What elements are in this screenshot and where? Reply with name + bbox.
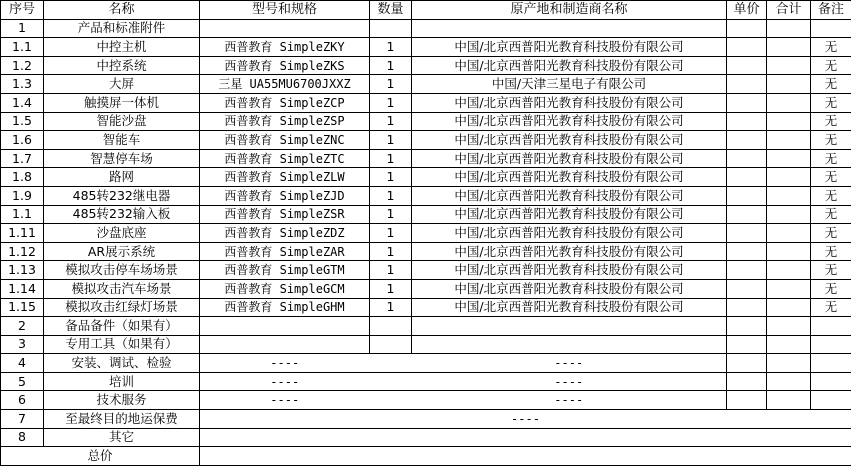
group-total bbox=[767, 19, 811, 38]
item-model: 西普教育 SimpleZTC bbox=[200, 149, 370, 168]
item-seq: 1.13 bbox=[1, 261, 44, 280]
item-seq: 1.7 bbox=[1, 149, 44, 168]
item-qty: 1 bbox=[370, 56, 412, 75]
item-origin: 中国/北京西普阳光教育科技股份有限公司 bbox=[412, 93, 727, 112]
row-qty bbox=[370, 354, 412, 373]
item-name: 485转232输入板 bbox=[44, 205, 200, 224]
row-model: ---- bbox=[200, 372, 370, 391]
row-origin: ---- bbox=[412, 372, 727, 391]
item-seq: 1.4 bbox=[1, 93, 44, 112]
item-row bbox=[1, 279, 851, 298]
row-total bbox=[767, 391, 811, 410]
item-unit-price bbox=[727, 205, 767, 224]
row-model: ---- bbox=[200, 354, 370, 373]
item-model: 西普教育 SimpleZJD bbox=[200, 186, 370, 205]
shipping-row bbox=[1, 410, 851, 429]
header-name: 名称 bbox=[44, 1, 200, 20]
item-note: 无 bbox=[811, 149, 851, 168]
item-row bbox=[1, 168, 851, 187]
item-origin: 中国/北京西普阳光教育科技股份有限公司 bbox=[412, 186, 727, 205]
item-seq: 1.6 bbox=[1, 131, 44, 150]
item-name: 模拟攻击汽车场景 bbox=[44, 279, 200, 298]
group-origin bbox=[412, 19, 727, 38]
item-unit-price bbox=[727, 224, 767, 243]
item-model: 西普教育 SimpleZKY bbox=[200, 38, 370, 57]
item-row bbox=[1, 93, 851, 112]
item-note: 无 bbox=[811, 298, 851, 317]
row-total bbox=[767, 335, 811, 354]
group-model bbox=[200, 19, 370, 38]
item-origin: 中国/北京西普阳光教育科技股份有限公司 bbox=[412, 56, 727, 75]
row-name: 培训 bbox=[44, 372, 200, 391]
row-seq: 2 bbox=[1, 317, 44, 336]
item-total bbox=[767, 75, 811, 94]
row-origin bbox=[412, 335, 727, 354]
item-row bbox=[1, 298, 851, 317]
item-name: 485转232继电器 bbox=[44, 186, 200, 205]
row-note bbox=[811, 372, 851, 391]
group-row bbox=[1, 19, 851, 38]
item-seq: 1.5 bbox=[1, 112, 44, 131]
row-qty bbox=[370, 317, 412, 336]
item-total bbox=[767, 261, 811, 280]
item-total bbox=[767, 38, 811, 57]
item-origin: 中国/天津三星电子有限公司 bbox=[412, 75, 727, 94]
item-note: 无 bbox=[811, 75, 851, 94]
item-seq: 1.15 bbox=[1, 298, 44, 317]
training-row bbox=[1, 372, 851, 391]
item-model: 西普教育 SimpleZSR bbox=[200, 205, 370, 224]
row-total bbox=[767, 317, 811, 336]
item-name: AR展示系统 bbox=[44, 242, 200, 261]
item-qty: 1 bbox=[370, 75, 412, 94]
item-qty: 1 bbox=[370, 112, 412, 131]
row-total bbox=[767, 372, 811, 391]
item-note: 无 bbox=[811, 279, 851, 298]
item-name: 模拟攻击红绿灯场景 bbox=[44, 298, 200, 317]
item-model: 西普教育 SimpleZDZ bbox=[200, 224, 370, 243]
tech-service-row bbox=[1, 391, 851, 410]
row-qty bbox=[370, 335, 412, 354]
group-note bbox=[811, 19, 851, 38]
item-name: 智能沙盘 bbox=[44, 112, 200, 131]
item-note: 无 bbox=[811, 224, 851, 243]
row-seq: 5 bbox=[1, 372, 44, 391]
item-seq: 1.1 bbox=[1, 38, 44, 57]
shipping-value: ---- bbox=[200, 410, 851, 429]
item-row bbox=[1, 261, 851, 280]
item-row bbox=[1, 131, 851, 150]
row-name: 技术服务 bbox=[44, 391, 200, 410]
item-qty: 1 bbox=[370, 131, 412, 150]
item-qty: 1 bbox=[370, 38, 412, 57]
item-model: 西普教育 SimpleZAR bbox=[200, 242, 370, 261]
item-model: 西普教育 SimpleGCM bbox=[200, 279, 370, 298]
row-qty bbox=[370, 372, 412, 391]
item-unit-price bbox=[727, 93, 767, 112]
item-total bbox=[767, 131, 811, 150]
item-total bbox=[767, 56, 811, 75]
item-origin: 中国/北京西普阳光教育科技股份有限公司 bbox=[412, 242, 727, 261]
item-total bbox=[767, 93, 811, 112]
spare-parts-row bbox=[1, 317, 851, 336]
row-model bbox=[200, 317, 370, 336]
row-total bbox=[767, 354, 811, 373]
item-unit-price bbox=[727, 168, 767, 187]
item-seq: 1.8 bbox=[1, 168, 44, 187]
item-unit-price bbox=[727, 298, 767, 317]
item-origin: 中国/北京西普阳光教育科技股份有限公司 bbox=[412, 38, 727, 57]
header-unit-price: 单价 bbox=[727, 1, 767, 20]
item-model: 西普教育 SimpleZCP bbox=[200, 93, 370, 112]
row-name: 备品备件（如果有） bbox=[44, 317, 200, 336]
item-qty: 1 bbox=[370, 279, 412, 298]
item-origin: 中国/北京西普阳光教育科技股份有限公司 bbox=[412, 298, 727, 317]
item-seq: 1.1 bbox=[1, 205, 44, 224]
item-model: 西普教育 SimpleZSP bbox=[200, 112, 370, 131]
row-note bbox=[811, 354, 851, 373]
group-unit-price bbox=[727, 19, 767, 38]
other-row bbox=[1, 428, 851, 447]
item-total bbox=[767, 242, 811, 261]
group-name: 产品和标准附件 bbox=[44, 19, 200, 38]
item-total bbox=[767, 112, 811, 131]
row-note bbox=[811, 317, 851, 336]
item-model: 西普教育 SimpleZLW bbox=[200, 168, 370, 187]
row-model bbox=[200, 335, 370, 354]
item-note: 无 bbox=[811, 131, 851, 150]
item-note: 无 bbox=[811, 56, 851, 75]
row-model: ---- bbox=[200, 391, 370, 410]
item-seq: 1.2 bbox=[1, 56, 44, 75]
item-note: 无 bbox=[811, 261, 851, 280]
row-unit-price bbox=[727, 317, 767, 336]
item-unit-price bbox=[727, 279, 767, 298]
item-qty: 1 bbox=[370, 168, 412, 187]
item-row bbox=[1, 112, 851, 131]
row-origin: ---- bbox=[412, 391, 727, 410]
item-row bbox=[1, 224, 851, 243]
header-qty: 数量 bbox=[370, 1, 412, 20]
other-value bbox=[200, 428, 851, 447]
header-model: 型号和规格 bbox=[200, 1, 370, 20]
item-name: 智能车 bbox=[44, 131, 200, 150]
header-note: 备注 bbox=[811, 1, 851, 20]
item-row bbox=[1, 75, 851, 94]
group-qty bbox=[370, 19, 412, 38]
item-unit-price bbox=[727, 75, 767, 94]
item-origin: 中国/北京西普阳光教育科技股份有限公司 bbox=[412, 112, 727, 131]
row-unit-price bbox=[727, 354, 767, 373]
item-origin: 中国/北京西普阳光教育科技股份有限公司 bbox=[412, 261, 727, 280]
item-note: 无 bbox=[811, 186, 851, 205]
item-row bbox=[1, 38, 851, 57]
item-seq: 1.9 bbox=[1, 186, 44, 205]
row-seq: 6 bbox=[1, 391, 44, 410]
item-origin: 中国/北京西普阳光教育科技股份有限公司 bbox=[412, 205, 727, 224]
item-qty: 1 bbox=[370, 93, 412, 112]
item-name: 中控主机 bbox=[44, 38, 200, 57]
row-name: 专用工具（如果有） bbox=[44, 335, 200, 354]
item-unit-price bbox=[727, 38, 767, 57]
row-seq: 4 bbox=[1, 354, 44, 373]
row-unit-price bbox=[727, 372, 767, 391]
item-qty: 1 bbox=[370, 149, 412, 168]
row-seq: 3 bbox=[1, 335, 44, 354]
item-model: 西普教育 SimpleGTM bbox=[200, 261, 370, 280]
grand-total-value bbox=[200, 447, 851, 466]
group-seq: 1 bbox=[1, 19, 44, 38]
item-note: 无 bbox=[811, 112, 851, 131]
item-unit-price bbox=[727, 112, 767, 131]
item-total bbox=[767, 149, 811, 168]
special-tools-row bbox=[1, 335, 851, 354]
item-total bbox=[767, 186, 811, 205]
item-total bbox=[767, 205, 811, 224]
item-name: 大屏 bbox=[44, 75, 200, 94]
installation-row bbox=[1, 354, 851, 373]
row-note bbox=[811, 391, 851, 410]
row-note bbox=[811, 335, 851, 354]
item-unit-price bbox=[727, 186, 767, 205]
row-name: 安装、调试、检验 bbox=[44, 354, 200, 373]
item-unit-price bbox=[727, 56, 767, 75]
item-unit-price bbox=[727, 131, 767, 150]
item-unit-price bbox=[727, 149, 767, 168]
item-model: 西普教育 SimpleZNC bbox=[200, 131, 370, 150]
item-row bbox=[1, 56, 851, 75]
item-note: 无 bbox=[811, 242, 851, 261]
item-note: 无 bbox=[811, 93, 851, 112]
item-model: 西普教育 SimpleGHM bbox=[200, 298, 370, 317]
row-seq: 8 bbox=[1, 428, 44, 447]
item-name: 路网 bbox=[44, 168, 200, 187]
item-name: 沙盘底座 bbox=[44, 224, 200, 243]
item-seq: 1.11 bbox=[1, 224, 44, 243]
item-qty: 1 bbox=[370, 224, 412, 243]
row-origin: ---- bbox=[412, 354, 727, 373]
row-name: 至最终目的地运保费 bbox=[44, 410, 200, 429]
item-unit-price bbox=[727, 261, 767, 280]
item-note: 无 bbox=[811, 205, 851, 224]
grand-total-label: 总价 bbox=[1, 447, 200, 466]
item-qty: 1 bbox=[370, 261, 412, 280]
item-total bbox=[767, 168, 811, 187]
item-note: 无 bbox=[811, 168, 851, 187]
item-seq: 1.12 bbox=[1, 242, 44, 261]
item-origin: 中国/北京西普阳光教育科技股份有限公司 bbox=[412, 168, 727, 187]
item-name: 中控系统 bbox=[44, 56, 200, 75]
item-total bbox=[767, 279, 811, 298]
row-origin bbox=[412, 317, 727, 336]
item-model: 三星 UA55MU6700JXXZ bbox=[200, 75, 370, 94]
header-row bbox=[1, 1, 851, 20]
header-origin: 原产地和制造商名称 bbox=[412, 1, 727, 20]
item-row bbox=[1, 186, 851, 205]
item-qty: 1 bbox=[370, 186, 412, 205]
header-seq: 序号 bbox=[1, 1, 44, 20]
row-unit-price bbox=[727, 335, 767, 354]
item-qty: 1 bbox=[370, 242, 412, 261]
row-qty bbox=[370, 391, 412, 410]
item-row bbox=[1, 205, 851, 224]
item-total bbox=[767, 224, 811, 243]
row-seq: 7 bbox=[1, 410, 44, 429]
item-name: 智慧停车场 bbox=[44, 149, 200, 168]
item-unit-price bbox=[727, 242, 767, 261]
row-unit-price bbox=[727, 391, 767, 410]
row-name: 其它 bbox=[44, 428, 200, 447]
item-note: 无 bbox=[811, 38, 851, 57]
item-row bbox=[1, 149, 851, 168]
item-seq: 1.3 bbox=[1, 75, 44, 94]
item-origin: 中国/北京西普阳光教育科技股份有限公司 bbox=[412, 224, 727, 243]
item-seq: 1.14 bbox=[1, 279, 44, 298]
item-qty: 1 bbox=[370, 205, 412, 224]
item-name: 模拟攻击停车场场景 bbox=[44, 261, 200, 280]
item-total bbox=[767, 298, 811, 317]
grand-total-row bbox=[1, 447, 851, 466]
item-row bbox=[1, 242, 851, 261]
header-total: 合计 bbox=[767, 1, 811, 20]
item-origin: 中国/北京西普阳光教育科技股份有限公司 bbox=[412, 279, 727, 298]
item-qty: 1 bbox=[370, 298, 412, 317]
item-model: 西普教育 SimpleZKS bbox=[200, 56, 370, 75]
item-origin: 中国/北京西普阳光教育科技股份有限公司 bbox=[412, 149, 727, 168]
item-name: 触摸屏一体机 bbox=[44, 93, 200, 112]
item-origin: 中国/北京西普阳光教育科技股份有限公司 bbox=[412, 131, 727, 150]
